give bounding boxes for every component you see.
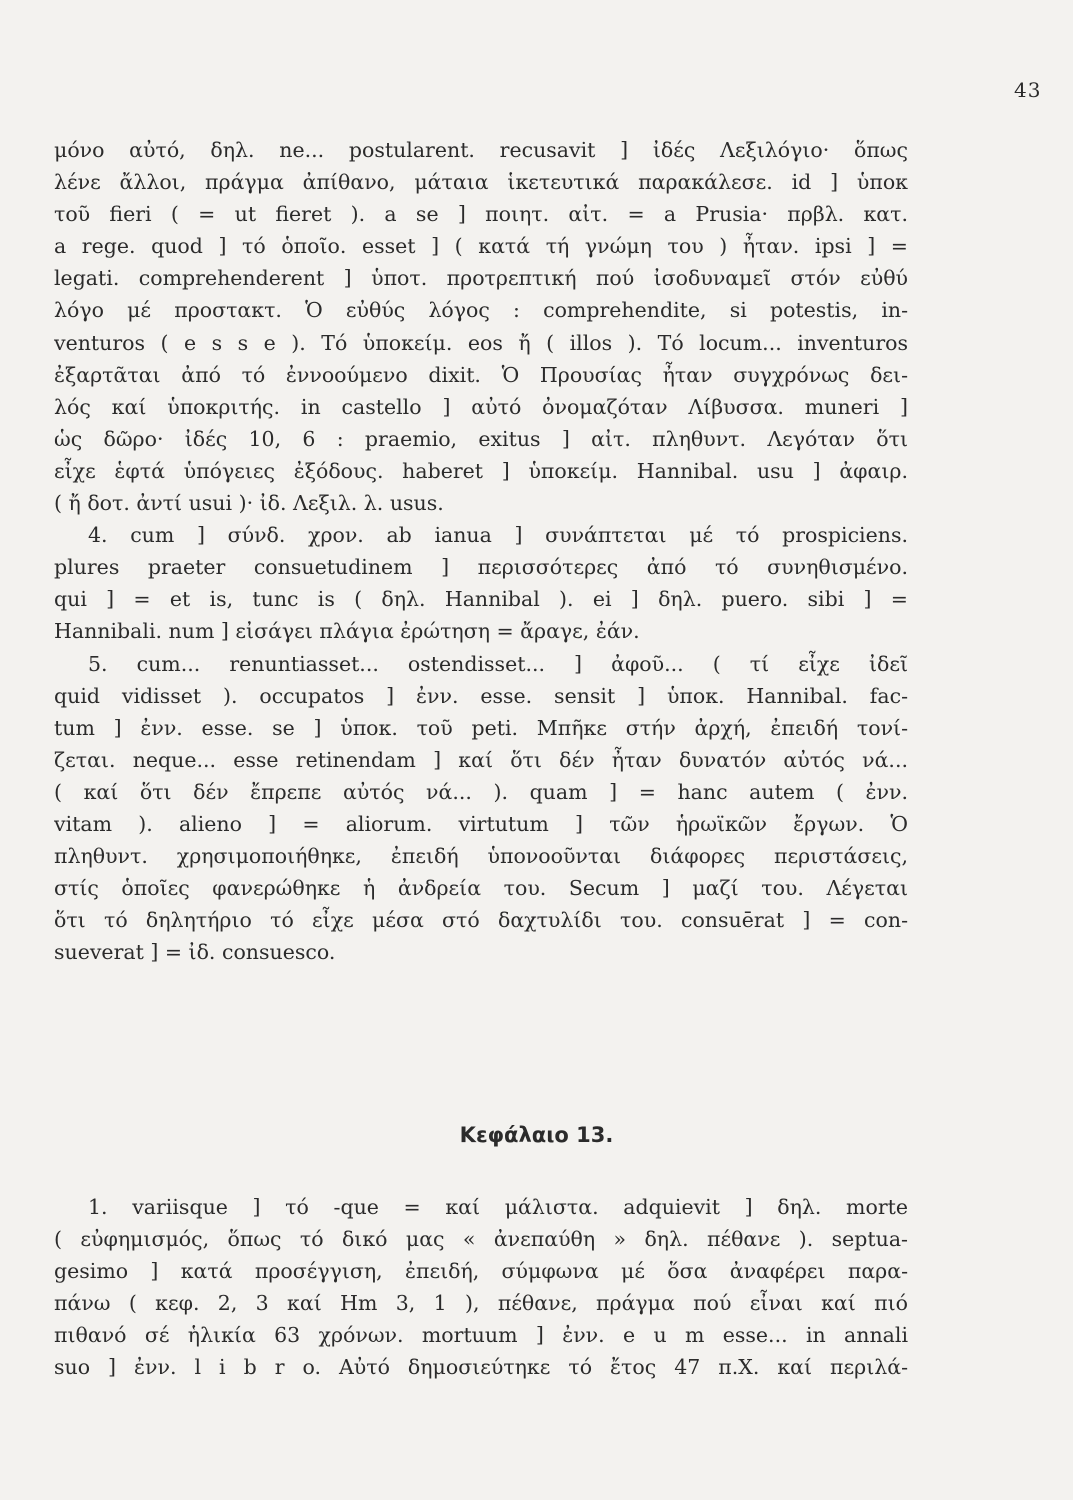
text-line: a rege. quod ] τό ὁποῖο. esset ] ( κατά τή γνώμη του ) ἦταν. ipsi ] = (54, 234, 908, 259)
text-line: τοῦ fieri ( = ut fieret ). a se ] ποιητ. αἰτ. = a Prusia· πρβλ. κατ. (54, 202, 908, 227)
text-line: ἐξαρτᾶται ἀπό τό ἐννοούμενο dixit. Ὁ Προυσίας ἦταν συγχρόνως δει- (54, 362, 908, 387)
text-line: ὅτι τό δηλητήριο τό εἶχε μέσα στό δαχτυλίδι του. consuērat ] = con- (54, 908, 908, 933)
commentary-text (54, 134, 908, 968)
paragraph-start: 4. cum ] σύνδ. χρον. ab ianua ] συνάπτεται μέ τό prospiciens. (88, 523, 908, 548)
text-line: πιθανό σέ ἡλικία 63 χρόνων. mortuum ] ἐνν. e u m esse... in annali (54, 1323, 908, 1348)
text-line: tum ] ἐνν. esse. se ] ὑποκ. τοῦ peti. Μπῆκε στήν ἀρχή, ἐπειδή τονί- (54, 715, 908, 740)
text-line: ὡς δῶρο· ἰδές 10, 6 : praemio, exitus ] αἰτ. πληθυντ. Λεγόταν ὅτι (54, 426, 908, 451)
text-line: sueverat ] = ἰδ. consuesco. (54, 940, 336, 965)
text-line: λένε ἄλλοι, πράγμα ἀπίθανο, μάταια ἱκετευτικά παρακάλεσε. id ] ὑποκ (54, 170, 908, 195)
text-line: ( καί ὅτι δέν ἔπρεπε αὐτός νά... ). quam ] = hanc autem ( ἐνν. (54, 779, 908, 804)
text-line: λός καί ὑποκριτής. in castello ] αὐτό ὀνομαζόταν Λίβυσσα. muneri ] (54, 394, 908, 419)
text-line: qui ] = et is, tunc is ( δηλ. Hannibal ). ei ] δηλ. puero. sibi ] = (54, 587, 908, 612)
text-line: ζεται. neque... esse retinendam ] καί ὅτι δέν ἦταν δυνατόν αὐτός νά... (54, 747, 908, 772)
text-line: gesimo ] κατά προσέγγιση, ἐπειδή, σύμφωνα μέ ὅσα ἀναφέρει παρα- (54, 1259, 908, 1284)
text-line: στίς ὁποῖες φανερώθηκε ἡ ἀνδρεία του. Secum ] μαζί του. Λέγεται (54, 876, 908, 901)
chapter-heading: Κεφάλαιο 13. (459, 1123, 614, 1147)
page-number: 43 (1014, 78, 1042, 102)
paragraph-start: 1. variisque ] τό -que = καί μάλιστα. adquievit ] δηλ. morte (88, 1195, 908, 1219)
text-line: μόνο αὐτό, δηλ. ne... postularent. recusavit ] ἰδές Λεξιλόγιο· ὅπως (54, 138, 908, 162)
text-line: quid vidisset ). occupatos ] ἐνν. esse. sensit ] ὑποκ. Hannibal. fac- (54, 683, 908, 708)
text-line: λόγο μέ προστακτ. Ὁ εὐθύς λόγος : comprehendite, si potestis, in- (54, 298, 908, 323)
chapter-text (54, 1191, 908, 1384)
text-line: εἶχε ἑφτά ὑπόγειες ἐξόδους. haberet ] ὑποκείμ. Hannibal. usu ] ἀφαιρ. (54, 458, 908, 483)
text-line: vitam ). alieno ] = aliorum. virtutum ] τῶν ἡρωϊκῶν ἔργων. Ὁ (54, 811, 908, 836)
text-line: Hannibali. num ] εἰσάγει πλάγια ἐρώτηση = ἄραγε, ἐάν. (54, 619, 640, 644)
text-line: ( εὐφημισμός, ὅπως τό δικό μας « ἀνεπαύθη » δηλ. πέθανε ). septua- (54, 1227, 908, 1252)
text-line: plures praeter consuetudinem ] περισσότερες ἀπό τό συνηθισμένο. (54, 555, 908, 580)
text-line: legati. comprehenderent ] ὑποτ. προτρεπτική πού ἰσοδυναμεῖ στόν εὐθύ (54, 266, 908, 291)
text-line: venturos ( e s s e ). Τό ὑποκείμ. eos ἤ ( illos ). Τό locum... inventuros (54, 330, 908, 355)
paragraph-start: 5. cum... renuntiasset... ostendisset... ] ἀφοῦ... ( τί εἶχε ἰδεῖ (88, 651, 908, 676)
text-line: suo ] ἐνν. l i b r o. Αὐτό δημοσιεύτηκε τό ἔτος 47 π.Χ. καί περιλά- (54, 1355, 908, 1380)
text-line: ( ἤ δοτ. ἀντί usui )· ἰδ. Λεξιλ. λ. usus. (54, 491, 444, 516)
text-line: πάνω ( κεφ. 2, 3 καί Hm 3, 1 ), πέθανε, πράγμα πού εἶναι καί πιό (54, 1291, 908, 1316)
text-line: πληθυντ. χρησιμοποιήθηκε, ἐπειδή ὑπονοοῦνται διάφορες περιστάσεις, (54, 844, 908, 869)
